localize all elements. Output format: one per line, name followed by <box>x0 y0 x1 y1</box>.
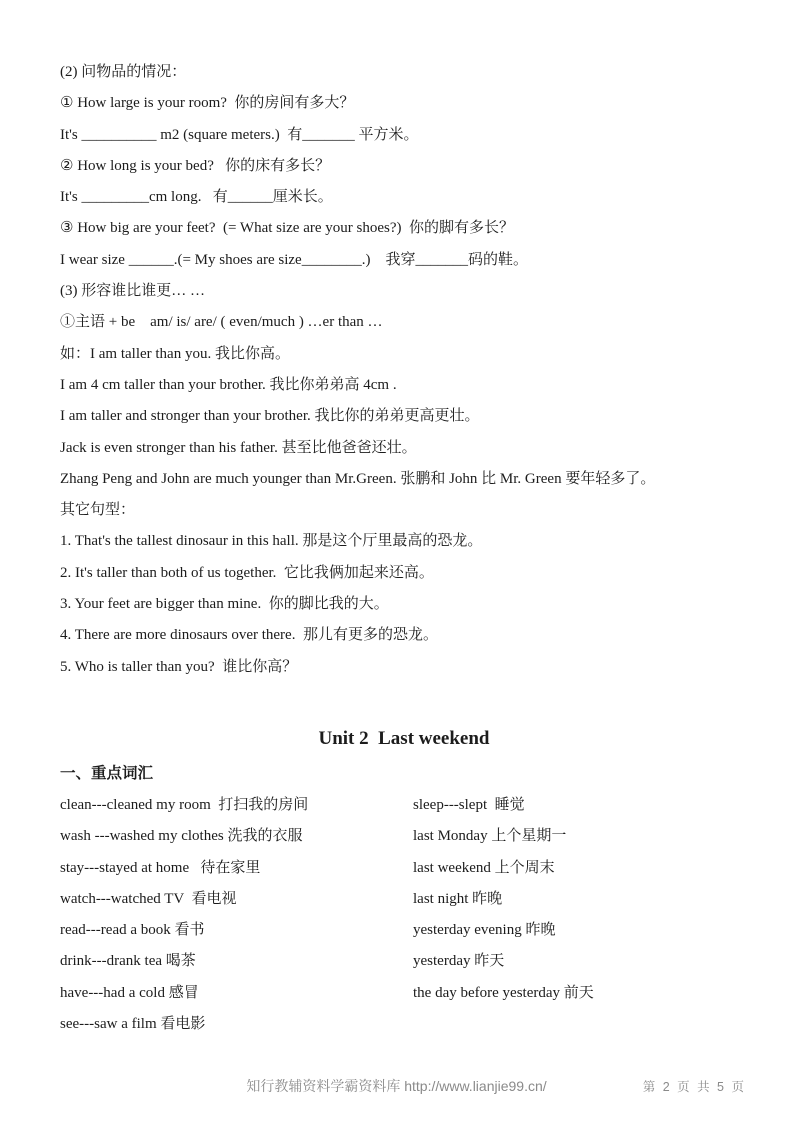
doc-line: I am taller and stronger than your brother. 我比你的弟弟更高更壮。 <box>60 408 480 425</box>
vocab-item: last weekend 上个周末 <box>413 859 555 876</box>
vocab-row <box>60 946 748 977</box>
vocab-row <box>60 915 748 946</box>
vocab-row <box>60 853 748 884</box>
doc-line: It's __________ m2 (square meters.) 有_______ 平方米。 <box>60 126 419 143</box>
doc-line: Zhang Peng and John are much younger than Mr.Green. 张鹏和 John 比 Mr. Green 要年轻多了。 <box>60 470 656 487</box>
doc-line: 2. It's taller than both of us together. 它比我俩加起来还高。 <box>60 564 434 581</box>
vocab-item: last Monday 上个星期一 <box>413 828 567 845</box>
vocab-item: yesterday evening 昨晚 <box>413 922 556 939</box>
vocab-item: wash ---washed my clothes 洗我的衣服 <box>60 828 303 845</box>
doc-line: I am 4 cm taller than your brother. 我比你弟弟高 4cm . <box>60 376 397 393</box>
doc-line: 4. There are more dinosaurs over there. 那儿有更多的恐龙。 <box>60 627 438 644</box>
doc-line: (2) 问物品的情况： <box>60 64 187 80</box>
doc-line: 3. Your feet are bigger than mine. 你的脚比我的大。 <box>60 596 389 613</box>
doc-line: 5. Who is taller than you? 谁比你高？ <box>60 658 298 675</box>
vocab-item: the day before yesterday 前天 <box>413 984 594 1001</box>
unit-title: Unit 2 Last weekend <box>318 727 490 749</box>
vocab-row <box>60 1009 748 1040</box>
vocab-item: yesterday 昨天 <box>413 953 505 970</box>
doc-line: ② How long is your bed? 你的床有多长？ <box>60 157 331 174</box>
doc-line: ① How large is your room? 你的房间有多大？ <box>60 95 355 112</box>
vocab-item: watch---watched TV 看电视 <box>60 890 237 907</box>
doc-line: 1. That's the tallest dinosaur in this hall. 那是这个厅里最高的恐龙。 <box>60 533 483 550</box>
doc-line: ③ How big are your feet? (= What size are your shoes?) 你的脚有多长？ <box>60 220 514 237</box>
doc-line: 如：I am taller than you. 我比你高。 <box>60 345 290 362</box>
vocab-section-heading: 一、重点词汇 <box>60 764 154 782</box>
vocab-item: have---had a cold 感冒 <box>60 984 199 1001</box>
vocab-item: stay---stayed at home 待在家里 <box>60 859 261 876</box>
vocab-table <box>60 790 748 1040</box>
vocab-item: drink---drank tea 喝茶 <box>60 953 196 970</box>
doc-line: ①主语 + be am/ is/ are/ ( even/much ) …er than … <box>60 314 383 331</box>
vocab-item: last night 昨晚 <box>413 890 503 907</box>
doc-line: Jack is even stronger than his father. 甚至比他爸爸还壮。 <box>60 439 417 456</box>
doc-line: I wear size ______.(= My shoes are size________.) 我穿_______码的鞋。 <box>60 251 528 268</box>
vocab-row <box>60 790 748 821</box>
vocab-item: see---saw a film 看电影 <box>60 1016 206 1033</box>
vocab-row <box>60 978 748 1009</box>
page-footer <box>0 1076 793 1096</box>
footer-page-number: 第 2 页 共 5 页 <box>642 1080 746 1094</box>
doc-line: It's _________cm long. 有______厘米长。 <box>60 189 333 206</box>
footer-site-url: 知行教辅资料学霸资料库 http://www.lianjie99.cn/ <box>246 1078 547 1094</box>
vocab-row <box>60 884 748 915</box>
grammar-notes-section <box>60 57 748 683</box>
vocab-item: sleep---slept 睡觉 <box>413 796 525 813</box>
doc-line: (3) 形容谁比谁更… … <box>60 283 205 300</box>
vocab-row <box>60 821 748 852</box>
vocab-item <box>413 1009 748 1040</box>
vocab-item: read---read a book 看书 <box>60 922 205 939</box>
vocab-item: clean---cleaned my room 打扫我的房间 <box>60 796 309 813</box>
doc-line: 其它句型： <box>60 502 136 519</box>
